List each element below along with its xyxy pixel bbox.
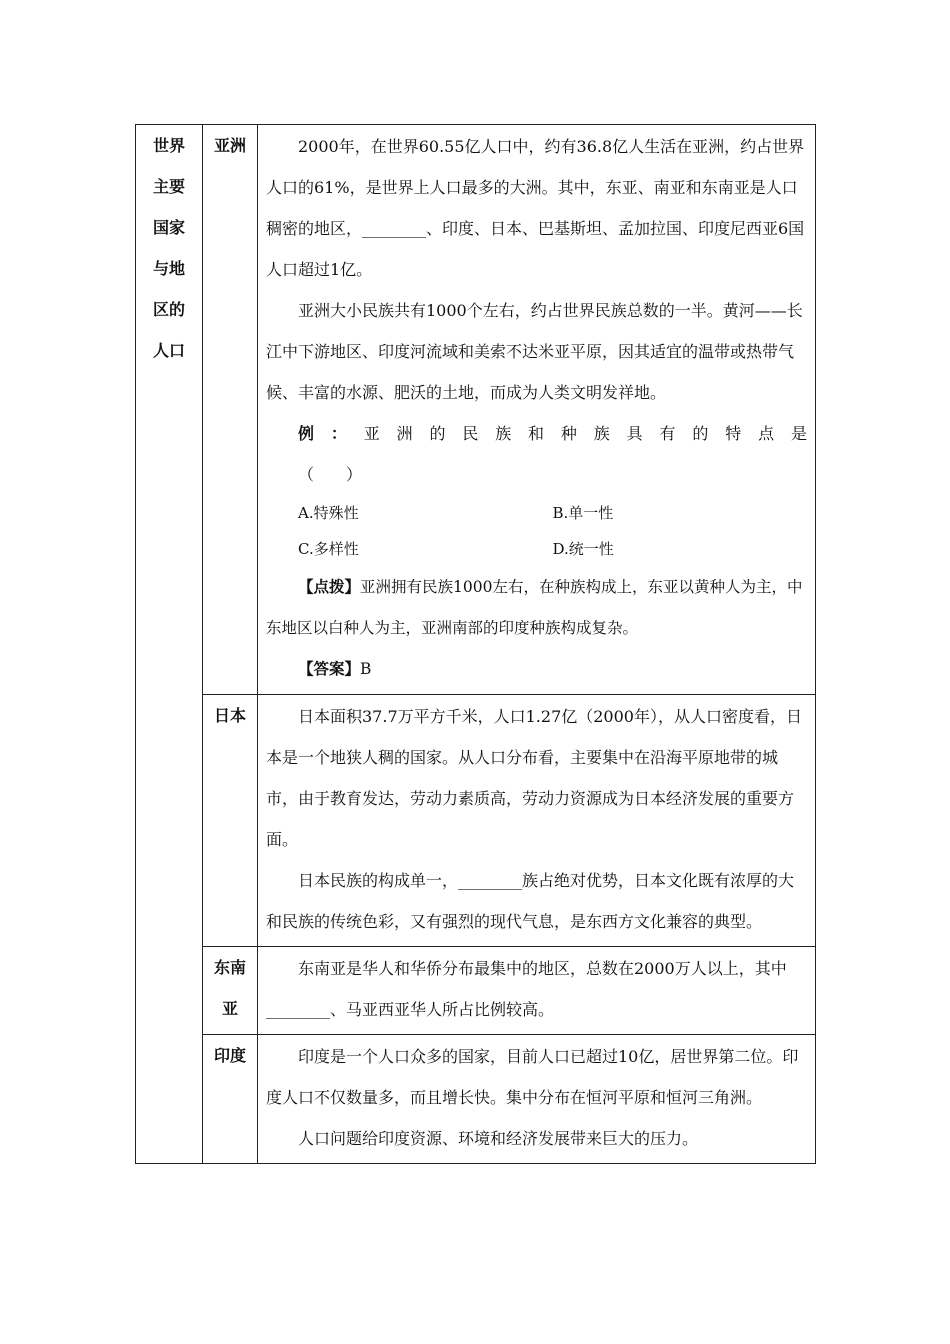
section-label-line: 人口	[152, 341, 185, 360]
example-question	[266, 413, 807, 454]
region-cell-india	[203, 1035, 258, 1164]
table-row-india	[136, 1035, 816, 1164]
answer-text: B	[360, 660, 372, 678]
paragraph: 印度是一个人口众多的国家，目前人口已超过10亿，居世界第二位。印度人口不仅数量多，而且增长快。集中分布在恒河平原和恒河三角洲。	[266, 1047, 799, 1107]
option-d: D.统一性	[552, 540, 614, 558]
left-label-cell	[136, 125, 203, 1164]
region-label-india: 印度	[213, 1046, 246, 1065]
option-a: A.特殊性	[298, 504, 359, 522]
option-c: C.多样性	[298, 540, 359, 558]
content-cell-japan	[258, 695, 816, 947]
region-label-asia: 亚洲	[213, 136, 246, 155]
answer-label: 【答案】	[298, 660, 361, 678]
option-b: B.单一性	[552, 504, 614, 522]
paragraph: 2000年，在世界60.55亿人口中，约有36.8亿人生活在亚洲，约占世界人口的61%，是世界上人口最多的大洲。其中，东亚、南亚和东南亚是人口稠密的地区，________、印度、日本、巴基斯坦、孟加拉国、印度尼西亚6国人口超过1亿。	[266, 137, 805, 279]
section-label	[136, 125, 202, 371]
paragraph: 东南亚是华人和华侨分布最集中的地区，总数在2000万人以上，其中________、马亚西亚华人所占比例较高。	[266, 959, 787, 1019]
hint-label: 【点拨】	[298, 578, 361, 596]
hint-text: 亚洲拥有民族1000左右，在种族构成上，东亚以黄种人为主，中东地区以白种人为主，亚洲南部的印度种族构成复杂。	[266, 578, 803, 637]
region-label-japan: 日本	[213, 706, 246, 725]
section-label-line: 世界	[152, 136, 185, 155]
population-table	[135, 124, 816, 1164]
paragraph: 日本面积37.7万平方千米，人口1.27亿（2000年），从人口密度看，日本是一个地狭人稠的国家。从人口分布看，主要集中在沿海平原地带的城市，由于教育发达，劳动力素质高，劳动力资源成为日本经济发展的重要方面。	[266, 707, 802, 849]
table-row-southeast-asia	[136, 947, 816, 1035]
section-label-line: 主要	[152, 177, 185, 196]
answer-paren: （ ）	[298, 465, 363, 484]
section-label-line: 国家	[152, 218, 185, 237]
content-cell-asia	[258, 125, 816, 695]
section-label-line: 区的	[152, 300, 185, 319]
options-row	[266, 531, 807, 567]
options-row	[266, 495, 807, 531]
hint-paragraph	[266, 567, 807, 649]
example-label: 例：	[298, 424, 364, 443]
example-question-text: 亚洲的民族和种族具有的特点是	[363, 424, 807, 443]
region-label-southeast-asia	[203, 947, 257, 1029]
region-cell-southeast-asia	[203, 947, 258, 1035]
region-label-line: 东南	[213, 958, 246, 977]
answer-paragraph	[266, 649, 807, 690]
table-row-asia	[136, 125, 816, 695]
table-row-japan	[136, 695, 816, 947]
section-label-line: 与地	[152, 259, 185, 278]
paragraph: 日本民族的构成单一，________族占绝对优势，日本文化既有浓厚的大和民族的传统色彩，又有强烈的现代气息，是东西方文化兼容的典型。	[266, 871, 795, 931]
region-label-line: 亚	[221, 999, 238, 1018]
region-cell-japan	[203, 695, 258, 947]
content-cell-southeast-asia	[258, 947, 816, 1035]
paragraph: 亚洲大小民族共有1000个左右，约占世界民族总数的一半。黄河——长江中下游地区、印度河流域和美索不达米亚平原，因其适宜的温带或热带气候、丰富的水源、肥沃的土地，而成为人类文明发祥地。	[266, 301, 803, 402]
region-cell-asia	[203, 125, 258, 695]
content-cell-india	[258, 1035, 816, 1164]
paragraph: 人口问题给印度资源、环境和经济发展带来巨大的压力。	[298, 1129, 699, 1148]
